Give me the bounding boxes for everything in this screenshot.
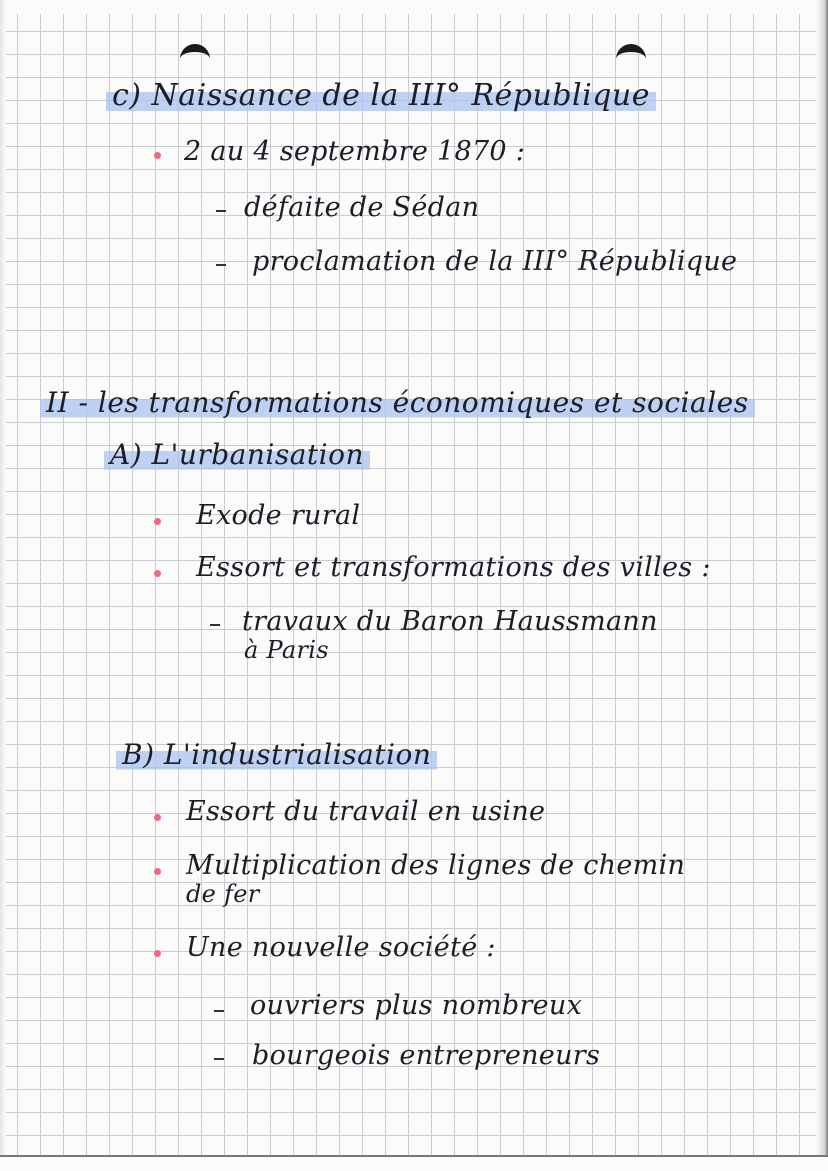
bullet-dot <box>154 868 161 875</box>
punch-hole-right <box>616 44 646 74</box>
section-c-title: c) Naissance de la III° République <box>106 78 656 113</box>
c-sub1-text: défaite de Sédan <box>244 192 480 223</box>
bullet-dot <box>154 518 161 525</box>
dash-marker <box>214 1010 224 1012</box>
bullet-dot <box>154 814 161 821</box>
bullet-dot <box>154 950 161 957</box>
b-sub1-text: ouvriers plus nombreux <box>250 990 583 1021</box>
paper-bottom-edge <box>0 1155 828 1171</box>
a-bullet2-text: Essort et transformations des villes : <box>196 552 711 583</box>
section-ii-heading <box>40 386 755 419</box>
b-bullet3-text: Une nouvelle société : <box>186 932 496 963</box>
dash-marker <box>214 1058 224 1060</box>
c-sub2-text: proclamation de la III° République <box>252 246 738 277</box>
section-b-heading <box>116 738 437 771</box>
dash-marker <box>216 210 226 212</box>
c-date-text: 2 au 4 septembre 1870 : <box>184 136 526 167</box>
a-sub1-line1: travaux du Baron Haussmann <box>242 606 658 637</box>
a-bullet1-text: Exode rural <box>196 500 361 531</box>
paper-left-edge <box>0 0 6 1171</box>
b-bullet2-line1: Multiplication des lignes de chemin <box>186 850 686 881</box>
section-ii-title: II - les transformations économiques et sociales <box>40 386 755 419</box>
paper-top-margin <box>0 0 828 14</box>
paper-right-edge <box>816 0 828 1171</box>
a-sub1-line2: à Paris <box>244 636 329 664</box>
b-bullet2-line2: de fer <box>186 880 260 908</box>
bullet-dot <box>154 152 161 159</box>
section-c-heading <box>106 78 656 113</box>
punch-hole-left <box>180 44 210 74</box>
dash-marker <box>216 264 226 266</box>
dash-marker <box>210 624 220 626</box>
section-a-title: A) L'urbanisation <box>104 438 370 471</box>
bullet-dot <box>154 570 161 577</box>
b-bullet1-text: Essort du travail en usine <box>186 796 546 827</box>
section-b-title: B) L'industrialisation <box>116 738 437 771</box>
section-a-heading <box>104 438 370 471</box>
b-sub2-text: bourgeois entrepreneurs <box>252 1040 601 1071</box>
